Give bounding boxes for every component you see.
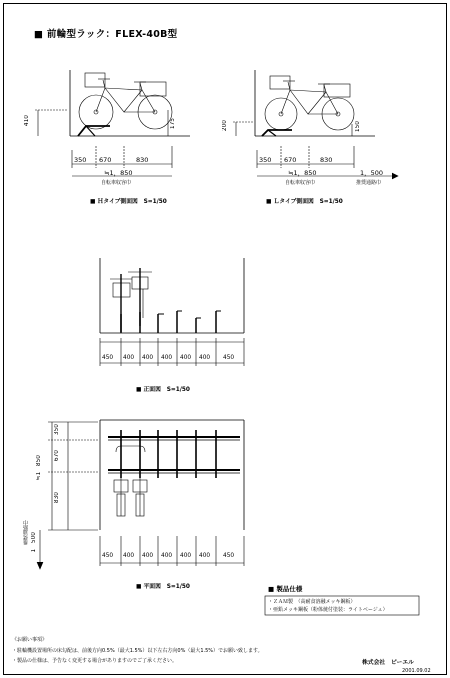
spec-item-0: ・ＺＡＭ製 （高耐食溶融メッキ鋼板） <box>268 599 356 605</box>
drawing-date: 2001.09.02 <box>402 668 431 674</box>
front-dim-1: 400 <box>123 355 135 361</box>
h-view-label: ■ Ｈタイプ側面図 S=1/50 <box>90 199 167 205</box>
h-dim-0: 350 <box>74 156 87 164</box>
title-text: 前輪型ラック：FLEX-40B型 <box>46 29 178 40</box>
plan-view <box>37 420 244 569</box>
l-road-value: 1，500 <box>360 169 384 177</box>
front-view-label: ■ 正面図 S=1/50 <box>136 387 190 393</box>
plan-dim-1: 400 <box>123 553 135 559</box>
front-dim-3: 400 <box>161 355 173 361</box>
plan-dim-2: 400 <box>142 553 154 559</box>
h-dim-1: 670 <box>99 156 112 164</box>
l-dim-1: 670 <box>284 156 297 164</box>
plan-dim-5: 400 <box>199 553 211 559</box>
plan-road-label: 推奨通路巾 <box>23 520 29 545</box>
h-caption: 自転車収容巾 <box>101 180 132 186</box>
h-total: ≒1，850 <box>104 169 133 177</box>
plan-vdim-0: 350 <box>54 424 60 436</box>
notes-heading: 《お願い事項》 <box>12 637 48 643</box>
plan-view-label: ■ 平面図 S=1/50 <box>136 584 190 590</box>
h-dim-height-left: 410 <box>24 115 30 127</box>
front-dim-4: 400 <box>180 355 192 361</box>
company-name: 株式会社 ピーエル <box>362 660 414 666</box>
plan-road-value: 1，500 <box>31 532 37 553</box>
l-caption: 自転車収容巾 <box>285 180 316 186</box>
notes-line-1: ・製品の仕様は、予告なく変更する場合がありますのでご了承ください。 <box>12 658 178 664</box>
title-square-icon: ■ <box>34 29 44 40</box>
plan-dim-4: 400 <box>180 553 192 559</box>
front-dim-0: 450 <box>102 355 114 361</box>
specs-heading: ■ 製品仕様 <box>268 585 303 593</box>
h-dim-2: 830 <box>136 156 149 164</box>
plan-dim-0: 450 <box>102 553 114 559</box>
rack-rail <box>262 130 292 136</box>
plan-dim-3: 400 <box>161 553 173 559</box>
front-dim-2: 400 <box>142 355 154 361</box>
l-dim-height-left: 200 <box>222 120 228 132</box>
front-dim-6: 450 <box>223 355 235 361</box>
spec-item-1: ・亜鉛メッキ鋼板（粉体焼付塗装：ライトベージュ） <box>268 607 388 613</box>
plan-total: ≒1，850 <box>36 455 42 481</box>
front-basket-icon <box>85 73 105 87</box>
h-dim-height-right: 175 <box>170 118 176 130</box>
l-road-label: 推奨通路巾 <box>356 180 382 186</box>
l-dim-height-right: 150 <box>355 121 361 133</box>
l-dim-2: 830 <box>320 156 333 164</box>
l-view-label: ■ Ｌタイプ側面図 S=1/50 <box>266 199 343 205</box>
plan-dim-6: 450 <box>223 553 235 559</box>
front-view <box>100 258 244 366</box>
plan-vdim-2: 830 <box>54 492 60 504</box>
l-total: ≒1，850 <box>288 169 317 177</box>
l-type-side-view <box>233 70 398 179</box>
plan-vdim-1: 670 <box>54 450 60 462</box>
front-dim-5: 400 <box>199 355 211 361</box>
front-basket-icon <box>270 76 290 89</box>
l-dim-0: 350 <box>259 156 272 164</box>
rear-carrier-icon <box>140 82 166 96</box>
h-type-side-view <box>35 70 190 176</box>
notes-line-0: ・駐輪機設置場所の床勾配は、前後方向0.5%（最大1.5%）以下左右方向0%（最大1.5%）でお願い致します。 <box>12 648 263 654</box>
